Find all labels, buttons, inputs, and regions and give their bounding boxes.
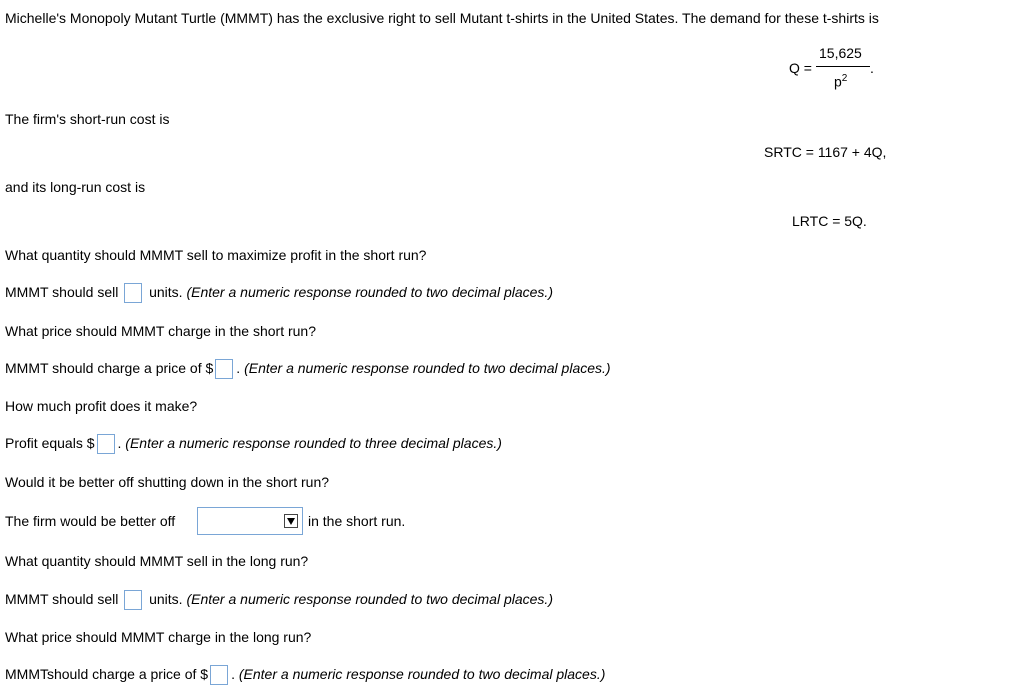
answer-prefix: MMMT should charge a price of $ — [5, 360, 214, 376]
answer-prefix: Profit equals $ — [5, 435, 95, 451]
srtc-equation: SRTC = 1167 + 4Q, — [764, 144, 887, 160]
answer-prefix-shut-down: The firm would be better off — [5, 513, 176, 529]
answer-suffix: units. — [149, 591, 183, 607]
answer-suffix: . — [231, 666, 235, 682]
question-long-run-price: What price should MMMT charge in the long run? — [5, 629, 312, 645]
dropdown-arrow-icon[interactable] — [284, 514, 298, 528]
question-short-run-price: What price should MMMT charge in the short run? — [5, 323, 316, 339]
lrtc-intro: and its long-run cost is — [5, 179, 146, 195]
answer-row-short-run-price — [5, 359, 611, 379]
answer-hint: (Enter a numeric response rounded to three decimal places.) — [125, 435, 502, 451]
demand-numerator: 15,625 — [819, 45, 862, 61]
answer-suffix: units. — [149, 284, 183, 300]
question-long-run-quantity: What quantity should MMMT sell in the long run? — [5, 553, 309, 569]
long-run-quantity-input[interactable] — [124, 590, 142, 610]
answer-suffix-shut-down: in the short run. — [308, 513, 406, 529]
answer-hint: (Enter a numeric response rounded to two decimal places.) — [238, 666, 606, 682]
answer-hint: (Enter a numeric response rounded to two decimal places.) — [186, 284, 553, 300]
answer-suffix: . — [117, 435, 122, 451]
answer-row-profit — [5, 434, 502, 454]
intro-text: Michelle's Monopoly Mutant Turtle (MMMT) has the exclusive right to sell Mutant t-shirts in the United States. The demand for these t-shirts is — [5, 10, 879, 26]
short-run-price-input[interactable] — [215, 359, 233, 379]
answer-suffix: . — [236, 360, 241, 376]
question-profit: How much profit does it make? — [5, 398, 198, 414]
answer-prefix: MMMT should sell — [5, 284, 119, 300]
question-short-run-quantity: What quantity should MMMT sell to maximize profit in the short run? — [5, 247, 427, 263]
srtc-intro: The firm's short-run cost is — [5, 111, 170, 127]
demand-period: . — [870, 60, 874, 76]
shut-down-dropdown[interactable] — [197, 507, 303, 535]
answer-prefix: MMMT should sell — [5, 591, 119, 607]
demand-denominator: $p^2$ — [834, 73, 848, 90]
short-run-quantity-input[interactable] — [124, 283, 142, 303]
answer-hint: (Enter a numeric response rounded to two decimal places.) — [186, 591, 553, 607]
question-shut-down: Would it be better off shutting down in the short run? — [5, 474, 330, 490]
answer-row-long-run-quantity — [5, 590, 553, 610]
demand-lhs: Q = — [789, 60, 812, 76]
fraction-bar — [816, 66, 870, 67]
answer-row-short-run-quantity — [5, 283, 553, 303]
lrtc-equation: LRTC = 5Q. — [792, 213, 867, 229]
profit-input[interactable] — [97, 434, 115, 454]
long-run-price-input[interactable] — [210, 665, 228, 685]
answer-hint: (Enter a numeric response rounded to two decimal places.) — [244, 360, 611, 376]
answer-prefix: MMMTshould charge a price of $ — [5, 666, 209, 682]
answer-row-long-run-price — [5, 665, 605, 685]
